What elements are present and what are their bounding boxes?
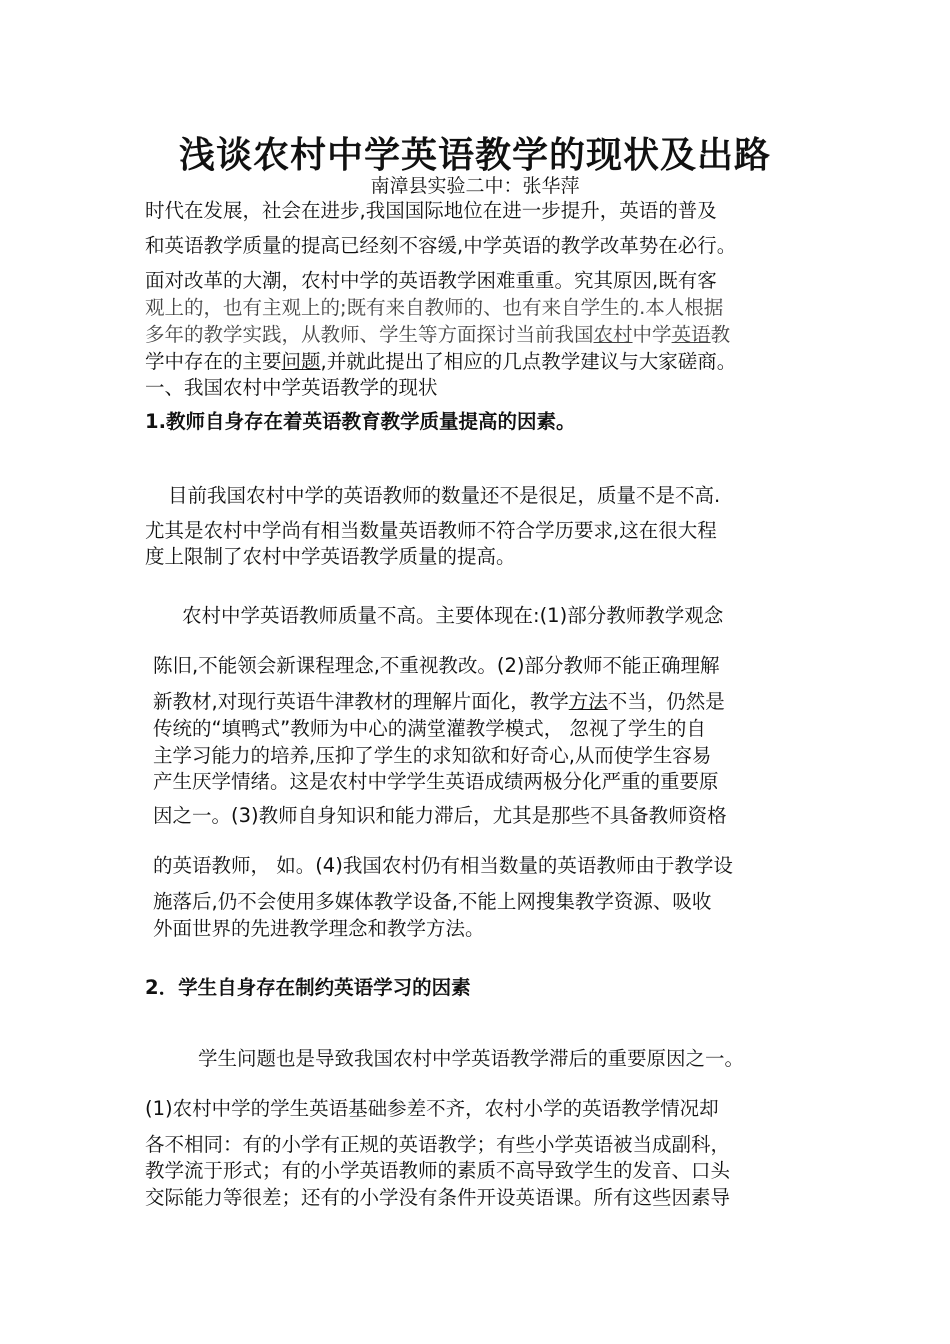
paragraph-line: 农村中学英语教师质量不高。主要体现在:(1)部分教师教学观念	[182, 604, 724, 627]
intro-line: 多年的教学实践，从教师、学生等方面探讨当前我国农村中学英语教	[145, 323, 731, 346]
paragraph-line: 主学习能力的培养,压抑了学生的求知欲和好奇心,从而使学生容易	[153, 744, 712, 767]
intro-line: 时代在发展，社会在进步,我国国际地位在进一步提升，英语的普及	[145, 199, 717, 222]
paragraph-line: 的英语教师， 如。(4)我国农村仍有相当数量的英语教师由于教学设	[153, 854, 733, 877]
paragraph-line: 交际能力等很差；还有的小学没有条件开设英语课。所有这些因素导	[145, 1186, 731, 1209]
paragraph-line: 教学流于形式；有的小学英语教师的素质不高导致学生的发音、口头	[145, 1159, 731, 1182]
link-problem[interactable]: 问题	[281, 350, 321, 373]
paragraph-line: 产生厌学情绪。这是农村中学学生英语成绩两极分化严重的重要原	[153, 770, 719, 793]
paragraph-line: 各不相同：有的小学有正规的英语教学；有些小学英语被当成副科，	[145, 1133, 731, 1156]
section-heading: 一、我国农村中学英语教学的现状	[145, 376, 438, 399]
link-method[interactable]: 方法	[568, 690, 608, 713]
document-title: 浅谈农村中学英语教学的现状及出路	[178, 134, 771, 176]
paragraph-line: 陈旧,不能领会新课程理念,不重视教改。(2)部分教师不能正确理解	[153, 654, 720, 677]
paragraph-line: 度上限制了农村中学英语教学质量的提高。	[145, 545, 516, 568]
intro-line: 和英语教学质量的提高已经刻不容缓,中学英语的教学改革势在必行。	[145, 234, 737, 257]
paragraph-line: 尤其是农村中学尚有相当数量英语教师不符合学历要求,这在很大程	[145, 519, 717, 542]
intro-line: 面对改革的大潮，农村中学的英语教学困难重重。究其原因,既有客	[145, 269, 717, 292]
intro-line: 学中存在的主要问题,并就此提出了相应的几点教学建议与大家磋商。	[145, 350, 737, 373]
paragraph-line: 传统的“填鸭式”教师为中心的满堂灌教学模式， 忽视了学生的自	[153, 717, 706, 740]
paragraph-line: 目前我国农村中学的英语教师的数量还不是很足，质量不是不高.	[168, 484, 721, 507]
link-rural[interactable]: 农村	[593, 323, 633, 346]
author-line: 南漳县实验二中：张华萍	[370, 175, 580, 197]
link-english[interactable]: 英语	[671, 323, 711, 346]
subheading: 1.教师自身存在着英语教育教学质量提高的因素。	[145, 410, 576, 433]
paragraph-line: (1)农村中学的学生英语基础参差不齐，农村小学的英语教学情况却	[145, 1097, 719, 1120]
paragraph-line: 新教材,对现行英语牛津教材的理解片面化，教学方法不当，仍然是	[153, 690, 725, 713]
subheading: 2．学生自身存在制约英语学习的因素	[145, 976, 471, 999]
paragraph-line: 外面世界的先进教学理念和教学方法。	[153, 917, 485, 940]
paragraph-line: 施落后,仍不会使用多媒体教学设备,不能上网搜集教学资源、吸收	[153, 890, 712, 913]
paragraph-line: 学生问题也是导致我国农村中学英语教学滞后的重要原因之一。	[198, 1047, 745, 1070]
paragraph-line: 因之一。(3)教师自身知识和能力滞后，尤其是那些不具备教师资格	[153, 804, 727, 827]
intro-line: 观上的，也有主观上的;既有来自教师的、也有来自学生的.本人根据	[145, 296, 724, 319]
